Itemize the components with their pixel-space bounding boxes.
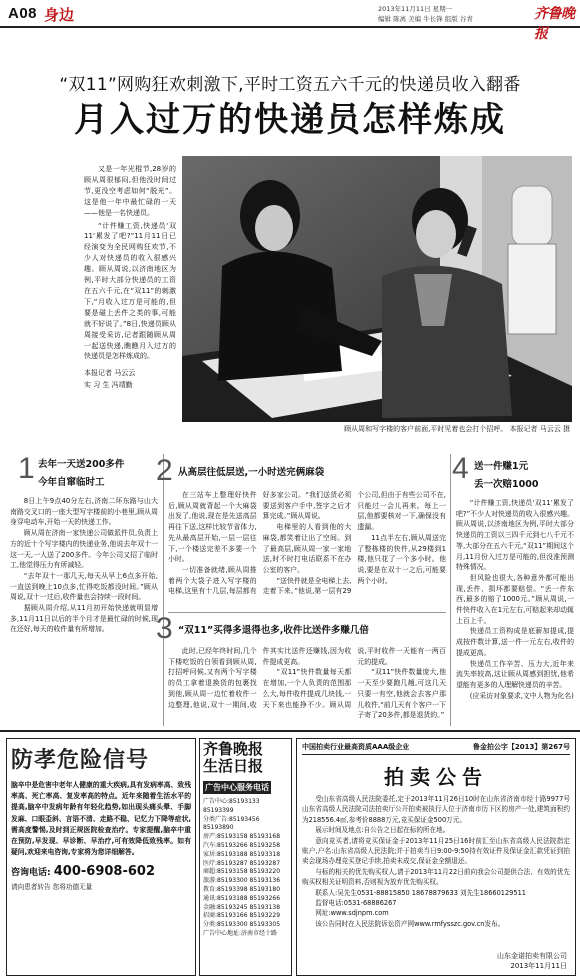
section-title-line: 今年自窜临时工 [38,477,105,488]
section-2-body [168,490,446,608]
paragraph: 11点半左右,顾从周送完了整栋楼的快件,从29楼到1楼,他只花了一个多小时。他说,要是在双十一之后,可能要两个小时。 [357,533,446,585]
paragraph: 据顾从周介绍,从11月初开始快递就明显增多,11月11日以后的半个月才是最忙碌的时候,现在还好,每天的收件量有所增加。 [10,604,158,634]
health-ad-hotline [11,864,191,879]
section-title-line: “双11”买得多退得也多,收件比送件多赚几倍 [178,625,369,636]
paragraph: 与标的相关的优先购买权人,请于2013年11月22日前向我会公司提供合法、有效的优先购买权相关证明资料,否则视为放弃优先购买权。 [302,867,570,887]
section-title-line: 从高层往低层送,一小时送完俩麻袋 [178,467,325,478]
phone-line: 汽车:85193266 85193258 [203,841,281,849]
auction-signature [497,951,567,971]
health-ad-body: 脑卒中是危害中老年人健康的重大疾病,具有发病率高、致残率高、死亡率高、复发率高的特点。近年来随着生活水平的提高,脑卒中发病年龄有年轻化趋势,如出现头痛头晕、手脚发麻、口眼歪斜、言语不清、走路不稳、记忆力下降等症状,需高度警惕,及时到正规医院检查治疗。专家提醒,脑卒中重在预防,早发现、早诊断、早治疗,可有效降低致残率。如有疑问,欢迎来电咨询,专家将为您详细解答。 [11,781,191,857]
health-ad-title: 防孝危险信号 [11,747,150,773]
phone-line: 金融:85193245 85193138 [203,903,281,911]
newspaper-name: 生活日报 [203,757,264,775]
phone-line: 分类:85193300 85193305 [203,921,281,929]
intern-credit: 实 习 生 冯靖勤 [84,381,133,390]
phone-line: 分类广告:85193456 85193890 [203,815,260,832]
section-number: 3 [156,612,173,645]
issue-date: 2013年11月11日 星期一 [378,5,453,13]
auction-notice-number: 鲁金拍公字【2013】第267号 [472,743,570,751]
paragraph: 监督电话:0531-68886267 [315,899,397,908]
reporter-credit: 本报记者 马云云 [84,369,136,378]
auction-notice-title: 拍卖公告 [384,765,488,789]
ad-center-label: 广告中心服务电话 [205,783,269,792]
paragraph: “送快件就是全电梯上去,走着下来。”他说,第一层有29个公司,但由于有些公司不在,只能过一会儿再来。每上一层,他都要核对一下,确保没有遗漏。 [262,491,446,596]
health-ad-footer: 请向患者转告 您将功德无量 [11,883,93,892]
paragraph: (应采访对象要求,文中人物为化名) [469,691,574,700]
section-divider [168,612,446,613]
article-subtitle: “双11”网购狂欢刺激下,平时工资五六千元的快递员收入翻番 [59,75,521,95]
section-1-heading [18,454,168,494]
paragraph: 联系人:吴先生0531-88815850 18678879633 刘先生18660129511 [315,888,526,897]
paragraph: 在三站车上整理好快件后,顾从周就背起一个大麻袋出发了,他说,现在是先送高层再往下送,这样比较节省体力,先从最高层开始,一层一层往下,一个楼送完差不多要一个小时。 [168,491,257,564]
auction-notice-body [302,794,570,929]
health-ad [6,738,196,976]
section-number: 1 [18,452,35,485]
photo-caption: 顾从周和写字楼的客户前面,平时见着也会打个招呼。 本报记者 马云云 摄 [344,425,570,433]
article-photo [182,156,572,422]
section-3-body [168,646,446,726]
page-header [0,0,580,42]
article-title: 月入过万的快递员怎样炼成 [74,100,506,140]
column-divider [163,454,164,726]
auction-notice-header [302,742,570,755]
ad-center-phone-list [200,796,291,941]
phone-line: 广告中心地址:济南市经十路 [203,929,278,937]
paragraph: 顾从周在济南一家快递公司做派件员,负责上方的近十个写字楼内的快递业务,他说去年双十一这一天,一人送了200多件。今年公司又招了临时工,他觉得压力有所减轻。 [10,529,158,570]
phone-line: 商超:85193158 85193220 [203,868,281,876]
paragraph: 受山东省高级人民法院委托,定于2013年11月26日10时在山东省济南市经十路9977号山东省高级人民法院司法拍卖厅公开拍卖被执行人位于济南市历下区的房产一处,建筑面积约为218556.4㎡,参考价8888万元,竞买保证金500万元。 [302,795,570,824]
paragraph: 一切准备就绪,顾从周推着两个大袋子进入写字楼的电梯,这里有十几层,每层都有好多家公司。“我们送货必须要送到客户手中,签字之后才算完成。”顾从周说。 [168,491,352,596]
section-number: 2 [156,454,173,487]
paragraph: 网址:www.sdjnpm.com [315,909,389,918]
paragraph: 意向竞买者,请将竞买保证金于2013年11月25日16时前汇至山东省高级人民法院指定账户,户名:山东省高级人民法院;并于拍卖当日9:00-9:50持有效证件及保证金汇款凭证到拍卖会现场办理竞买登记手续,拍卖未成交,保证金全额退还。 [302,836,570,866]
paragraph: 该公告同时在人民法院诉讼资产网www.rmfysszc.gov.cn发布。 [315,919,505,928]
phone-line: 医疗:85193287 85193287 [203,859,281,867]
section-4-body [456,498,574,726]
paragraph: 快递员工资构成是底薪加提成,提成按件数计算,送一件一元左右,收件的提成更高。 [456,627,574,657]
section-4-heading [452,454,576,498]
section-title-line: 去年一天送200多件 [38,459,125,470]
auction-company: 山东金诺拍卖有限公司 [497,952,567,960]
phone-line: 广告中心:85193133 85193399 [203,798,260,814]
paragraph: “双11”快件数量每天都在增加,一个人负责的范围那么大,每件收件提成几块钱,一天下来也能挣不少。顾从周说,平时收件一天能有一两百元的提成。 [262,647,446,709]
paragraph: 但风险也很大,各种意外都可能出现,丢件、损坏都要赔偿。“丢一件东西,最多的赔了1000元。”顾从周说,一件快件收入在1元左右,可赔起来却动辄上百上千。 [456,573,574,625]
paragraph: 展示时间及地点:自公告之日起在标的所在地。 [315,826,450,835]
ad-center-header [200,739,291,796]
section-title-line: 丢一次赔1000 [474,479,539,490]
section-name: 身边 [44,6,75,24]
paragraph: 此时,已经年终时间,几个下楼吃饭的白领看到顾从周,打招呼问候,又有两个写字楼的员工拿着退换货的包裹找到他,顾从周一边忙着收件一边整理,他说,双十一期间,收件其实比送件还赚钱,因为收件提成更高。 [168,647,352,709]
lead-paragraph: 又是一年光棍节,28岁的顾从周很郁闷,但他没时间过节,更没空考虑如何“脱光”。这是他一年中最忙碌的一天——他是一名快递员。 [84,165,176,217]
article-lead [84,164,176,390]
paragraph: 8日上午9点40分左右,济南二环东路与山大南路交叉口的一座大型写字楼前的小巷里,顾从周身穿电动车,开始一天的快递工作。 [10,497,158,527]
hotline-label: 咨询电话: [11,868,51,879]
section-title-line: 送一件赚1元 [474,461,529,472]
phone-line: 通讯:85193188 85193266 [203,894,281,902]
phone-line: 招商:85193166 85193229 [203,912,281,920]
paragraph: 电梯里的人看到他的大麻袋,都笑着让出了空间。到了最高层,顾从周一家一家地送,时不时打电话联系不在办公室的客户。 [262,523,352,574]
section-2-heading [156,456,416,490]
paragraph: “计件赚工资,快递员‘双11’累发了吧?”不少人对快递员的收入很感兴趣。顾从周说,以济南地区为例,平时大部分快递员的工资以三四千元到七八千元不等,大部分在五六千元,“双11”期间这个月,11月份入过万是可能的,但没准预测特殊情况。 [456,499,574,572]
section-3-heading [156,614,456,646]
ad-section-rule [0,730,580,732]
column-divider [450,454,451,726]
phone-line: 家居:85193188 85193318 [203,850,281,858]
section-1-body [10,496,158,726]
phone-line: 旅游:85193300 85193136 [203,877,281,885]
newspaper-name: 齐鲁晚报 [203,740,264,758]
hotline-number: 400-6908-602 [53,864,155,880]
phone-line: 房产:85193158 85193168 [203,833,281,841]
auction-date: 2013年11月11日 [510,962,567,970]
lead-paragraph: “计件赚工资,快递员‘双11’累发了吧?”11月11日已经演变为全民网购狂欢节,不少人对快递员的收入很感兴趣。顾从周说,以济南地区为例,平时大部分快递员的工资在五六千元,在“双11”的刺激下,“月收入过万是可能的,但要是碰上丢件之类的事,可能就不好说了。”8日,快递员顾从周接受采访,记者跟随顾从周一起送快递,瞧瞧月入过万的快递员是怎样炼成的。 [84,221,176,361]
paragraph: “双11”快件数量庞大,他一天至少要跑几趟,可这几天只要一有空,他就会去客户那儿收件,“前几天有个客户一下子寄了20多件,都是退货的。” [357,668,446,720]
newspaper-logo: 齐鲁晚报 [534,6,575,42]
ad-center-contacts [199,738,292,976]
paragraph: 快递员工作辛苦、压力大,近年来流失率较高,这让顾从周感到担忧,他希望能有更多的人理解快递员的辛苦。 [456,659,574,689]
page-number: A08 [8,5,38,22]
section-number: 4 [452,452,469,485]
editor-credits: 编辑 陈离 美编 牛长锋 组版 谷青 [378,15,473,23]
auction-notice [296,738,576,976]
paragraph: “去年双十一那几天,每天从早上6点多开始,一直送到晚上10点多,忙得吃饭都没时间。”顾从周说,双十一过后,收件量也会持续一段时间。 [10,571,158,602]
auction-qualification: 中国拍卖行业最高资质AAA级企业 [302,743,410,751]
phone-line: 教育:85193398 85193180 [203,885,281,893]
